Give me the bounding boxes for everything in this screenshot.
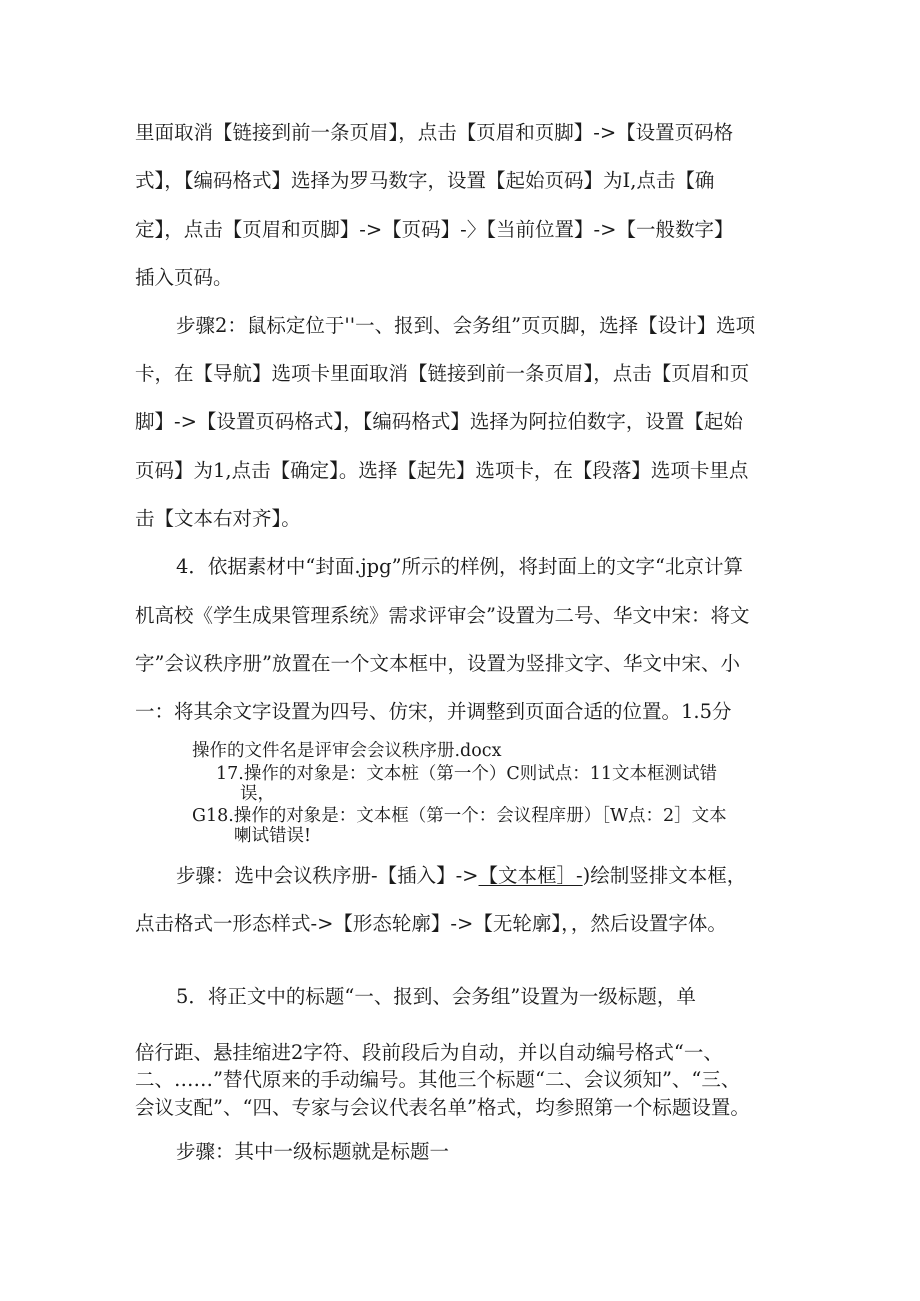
question-4-line-4: 一：将其余文字设置为四号、仿宋，并调整到页面合适的位置。1.5分 xyxy=(135,700,732,723)
question-5-line-4: 会议支配”、“四、专家与会议代表名单”格式，均参照第一个标题设置。 xyxy=(135,1096,750,1119)
textbox-link[interactable]: 【文本框］- xyxy=(478,864,583,887)
step2-line-1: 步骤2：鼠标定位于''一、报到、会务组”页页脚，选择【设计】选项 xyxy=(176,314,756,337)
step-textbox-prefix: 步骤：选中会议秩序册-【插入】-> xyxy=(176,864,479,887)
question-4-line-3: 字”会议秩序册”放置在一个文本框中，设置为竖排文字、华文中宋、小 xyxy=(135,652,740,675)
note-item-18-line-1: G18.操作的对象是：文本框（第一个：会议程庠册）［W点：2］文本 xyxy=(192,806,727,826)
question-4-line-2: 机高校《学生成果管理系统》需求评审会”设置为二号、华文中宋：将文 xyxy=(135,604,750,627)
step2-line-4: 页码】为1,点击【确定】。选择【起先】选项卡，在【段落】选项卡里点 xyxy=(135,459,749,482)
step-textbox-suffix: )绘制竖排文本框， xyxy=(582,864,747,887)
note-item-17-line-1: 17.操作的对象是：文本桩（第一个）C则试点：11文本框测试错 xyxy=(216,764,717,784)
step-textbox-line-1 xyxy=(176,864,746,888)
question-5-line-3: 二、……”替代原来的手动编号。其他三个标题“二、会议须知”、“三、 xyxy=(135,1068,741,1091)
step-cont-line-3: 定】，点击【页眉和页脚】->【页码】-〉【当前位置】->【一般数字】 xyxy=(135,218,734,241)
question-5-line-2: 倍行距、悬挂缩进2字符、段前段后为自动，并以自动编号格式“一、 xyxy=(135,1041,723,1064)
step2-line-2: 卡，在【导航】选项卡里面取消【链接到前一条页眉】，点击【页眉和页 xyxy=(135,362,750,385)
note-item-18-line-2: 喇试错误! xyxy=(234,826,312,846)
step2-line-3: 脚】->【设置页码格式】，【编码格式】选择为阿拉伯数字，设置【起始 xyxy=(135,410,743,433)
step-cont-line-4: 插入页码。 xyxy=(135,266,233,289)
step-heading: 步骤：其中一级标题就是标题一 xyxy=(176,1140,450,1163)
note-filename: 操作的文件名是评审会会议秩序册.docx xyxy=(192,741,502,761)
step-textbox-line-2: 点击格式一形态样式->【形态轮廓】->【无轮廓】，，然后设置字体。 xyxy=(135,912,727,935)
step-cont-line-2: 式】，【编码格式】选择为罗马数字，设置【起始页码】为I,点击【确 xyxy=(135,169,715,192)
step-cont-line-1: 里面取消【链接到前一条页眉】，点击【页眉和页脚】->【设置页码格 xyxy=(135,121,734,144)
question-4-line-1: 4．依据素材中“封面.jpg”所示的样例，将封面上的文字“北京计算 xyxy=(176,555,744,578)
note-item-17-line-2: 误， xyxy=(240,784,275,804)
step2-line-5: 击【文本右对齐】。 xyxy=(135,507,301,530)
question-5-line-1: 5．将正文中的标题“一、报到、会务组”设置为一级标题，单 xyxy=(176,985,696,1008)
